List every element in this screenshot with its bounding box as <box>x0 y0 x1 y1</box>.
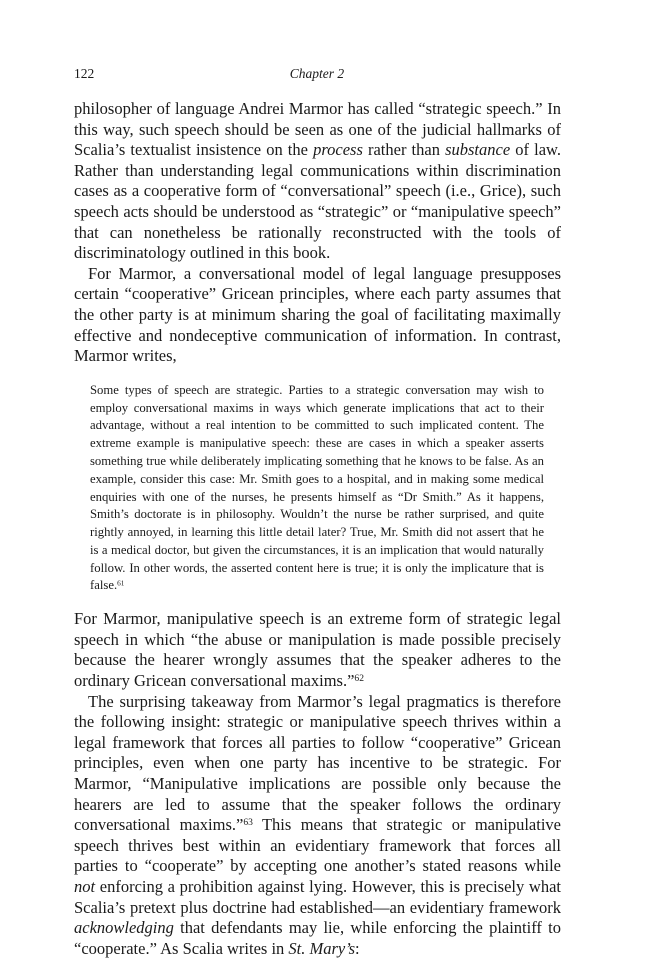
paragraph-2: For Marmor, a conversational model of legal language presupposes certain “cooperative” Gricean principles, where each party assumes that the other party is at minimum sharing the goal of facilitating maximally effective and nondeceptive communication of information. In contrast, Marmor writes, <box>74 263 561 366</box>
running-header <box>74 66 560 86</box>
paragraph-4 <box>74 692 561 960</box>
italic-run: St. Mary’s <box>288 938 356 958</box>
page-body <box>74 99 561 959</box>
page-number: 122 <box>74 66 95 81</box>
text-run: rather than <box>362 140 446 160</box>
text-run: that defendants may lie, while enforcing the plaintiff to “cooperate.” As Scalia writes in <box>74 918 561 958</box>
text-run: of law. Rather than understanding legal communications within discrimination cases as a cooperative form of “conversational” speech (i.e., Grice), such speech acts should be understood as “strategic” or “manipulative speech” that can nonetheless be rationally reconstructed with the tools of discriminatology outlined in this book. <box>74 140 561 263</box>
quote-text: Some types of speech are strategic. Parties to a strategic conversation may wish to employ conversational maxims in ways which generate implications that act to their advantage, without a real intention to be committed to such implicated content. The extreme example is manipulative speech: these are cases in which a speaker asserts something true while deliberately implicating something that he knows to be false. As an example, consider this case: Mr. Smith goes to a hospital, and in making some medical enquiries with one of the nurses, he presents himself as “Dr Smith.” As it happens, Smith’s doctorate is in philosophy. Wouldn’t the nurse be rather surprised, and quite rightly annoyed, in learning this little detail later? True, Mr. Smith did not assert that he is a medical doctor, but given the circumstances, it is an implication that would naturally follow. In other words, the asserted content here is true; it is only the implicature that is false. <box>90 382 544 593</box>
italic-run: process <box>313 140 363 160</box>
chapter-title: Chapter 2 <box>289 66 345 81</box>
italic-run: substance <box>445 140 511 160</box>
text-run: For Marmor, manipulative speech is an extreme form of strategic legal speech in which “the abuse or manipulation is made possible precisely because the hearer wrongly assumes that the speaker adheres to the ordinary Gricean conversational maxims.” <box>74 609 561 691</box>
footnote-marker: 62 <box>354 673 364 685</box>
text-run: philosopher of language Andrei Marmor has called “strategic speech.” In this way, such speech should be seen as one of the judicial hallmarks of Scalia’s textualist insistence on the <box>74 99 561 160</box>
text-run: This means that strategic or manipulative speech thrives best within an evidentiary framework that forces all parties to “cooperate” by accepting one another’s stated reasons while <box>74 815 561 876</box>
text-run: : <box>355 938 360 958</box>
footnote-marker: 63 <box>243 817 253 829</box>
paragraph-3 <box>74 609 561 691</box>
text-run: enforcing a prohibition against lying. However, this is precisely what Scalia’s pretext plus doctrine had established—an evidentiary framework <box>74 877 561 917</box>
paragraph-1 <box>74 99 561 264</box>
footnote-marker: 61 <box>117 578 125 588</box>
italic-run: acknowledging <box>74 918 174 938</box>
block-quote <box>90 382 544 596</box>
italic-run: not <box>74 877 96 896</box>
text-run: The surprising takeaway from Marmor’s legal pragmatics is therefore the following insight: strategic or manipulative speech thrives within a legal framework that forces all parties to follow “cooperative” Gricean principles, even when one party has incentive to be strategic. For Marmor, “Manipulative implications are possible only because the hearers are led to assume that the speaker follows the ordinary conversational maxims.” <box>74 691 561 835</box>
